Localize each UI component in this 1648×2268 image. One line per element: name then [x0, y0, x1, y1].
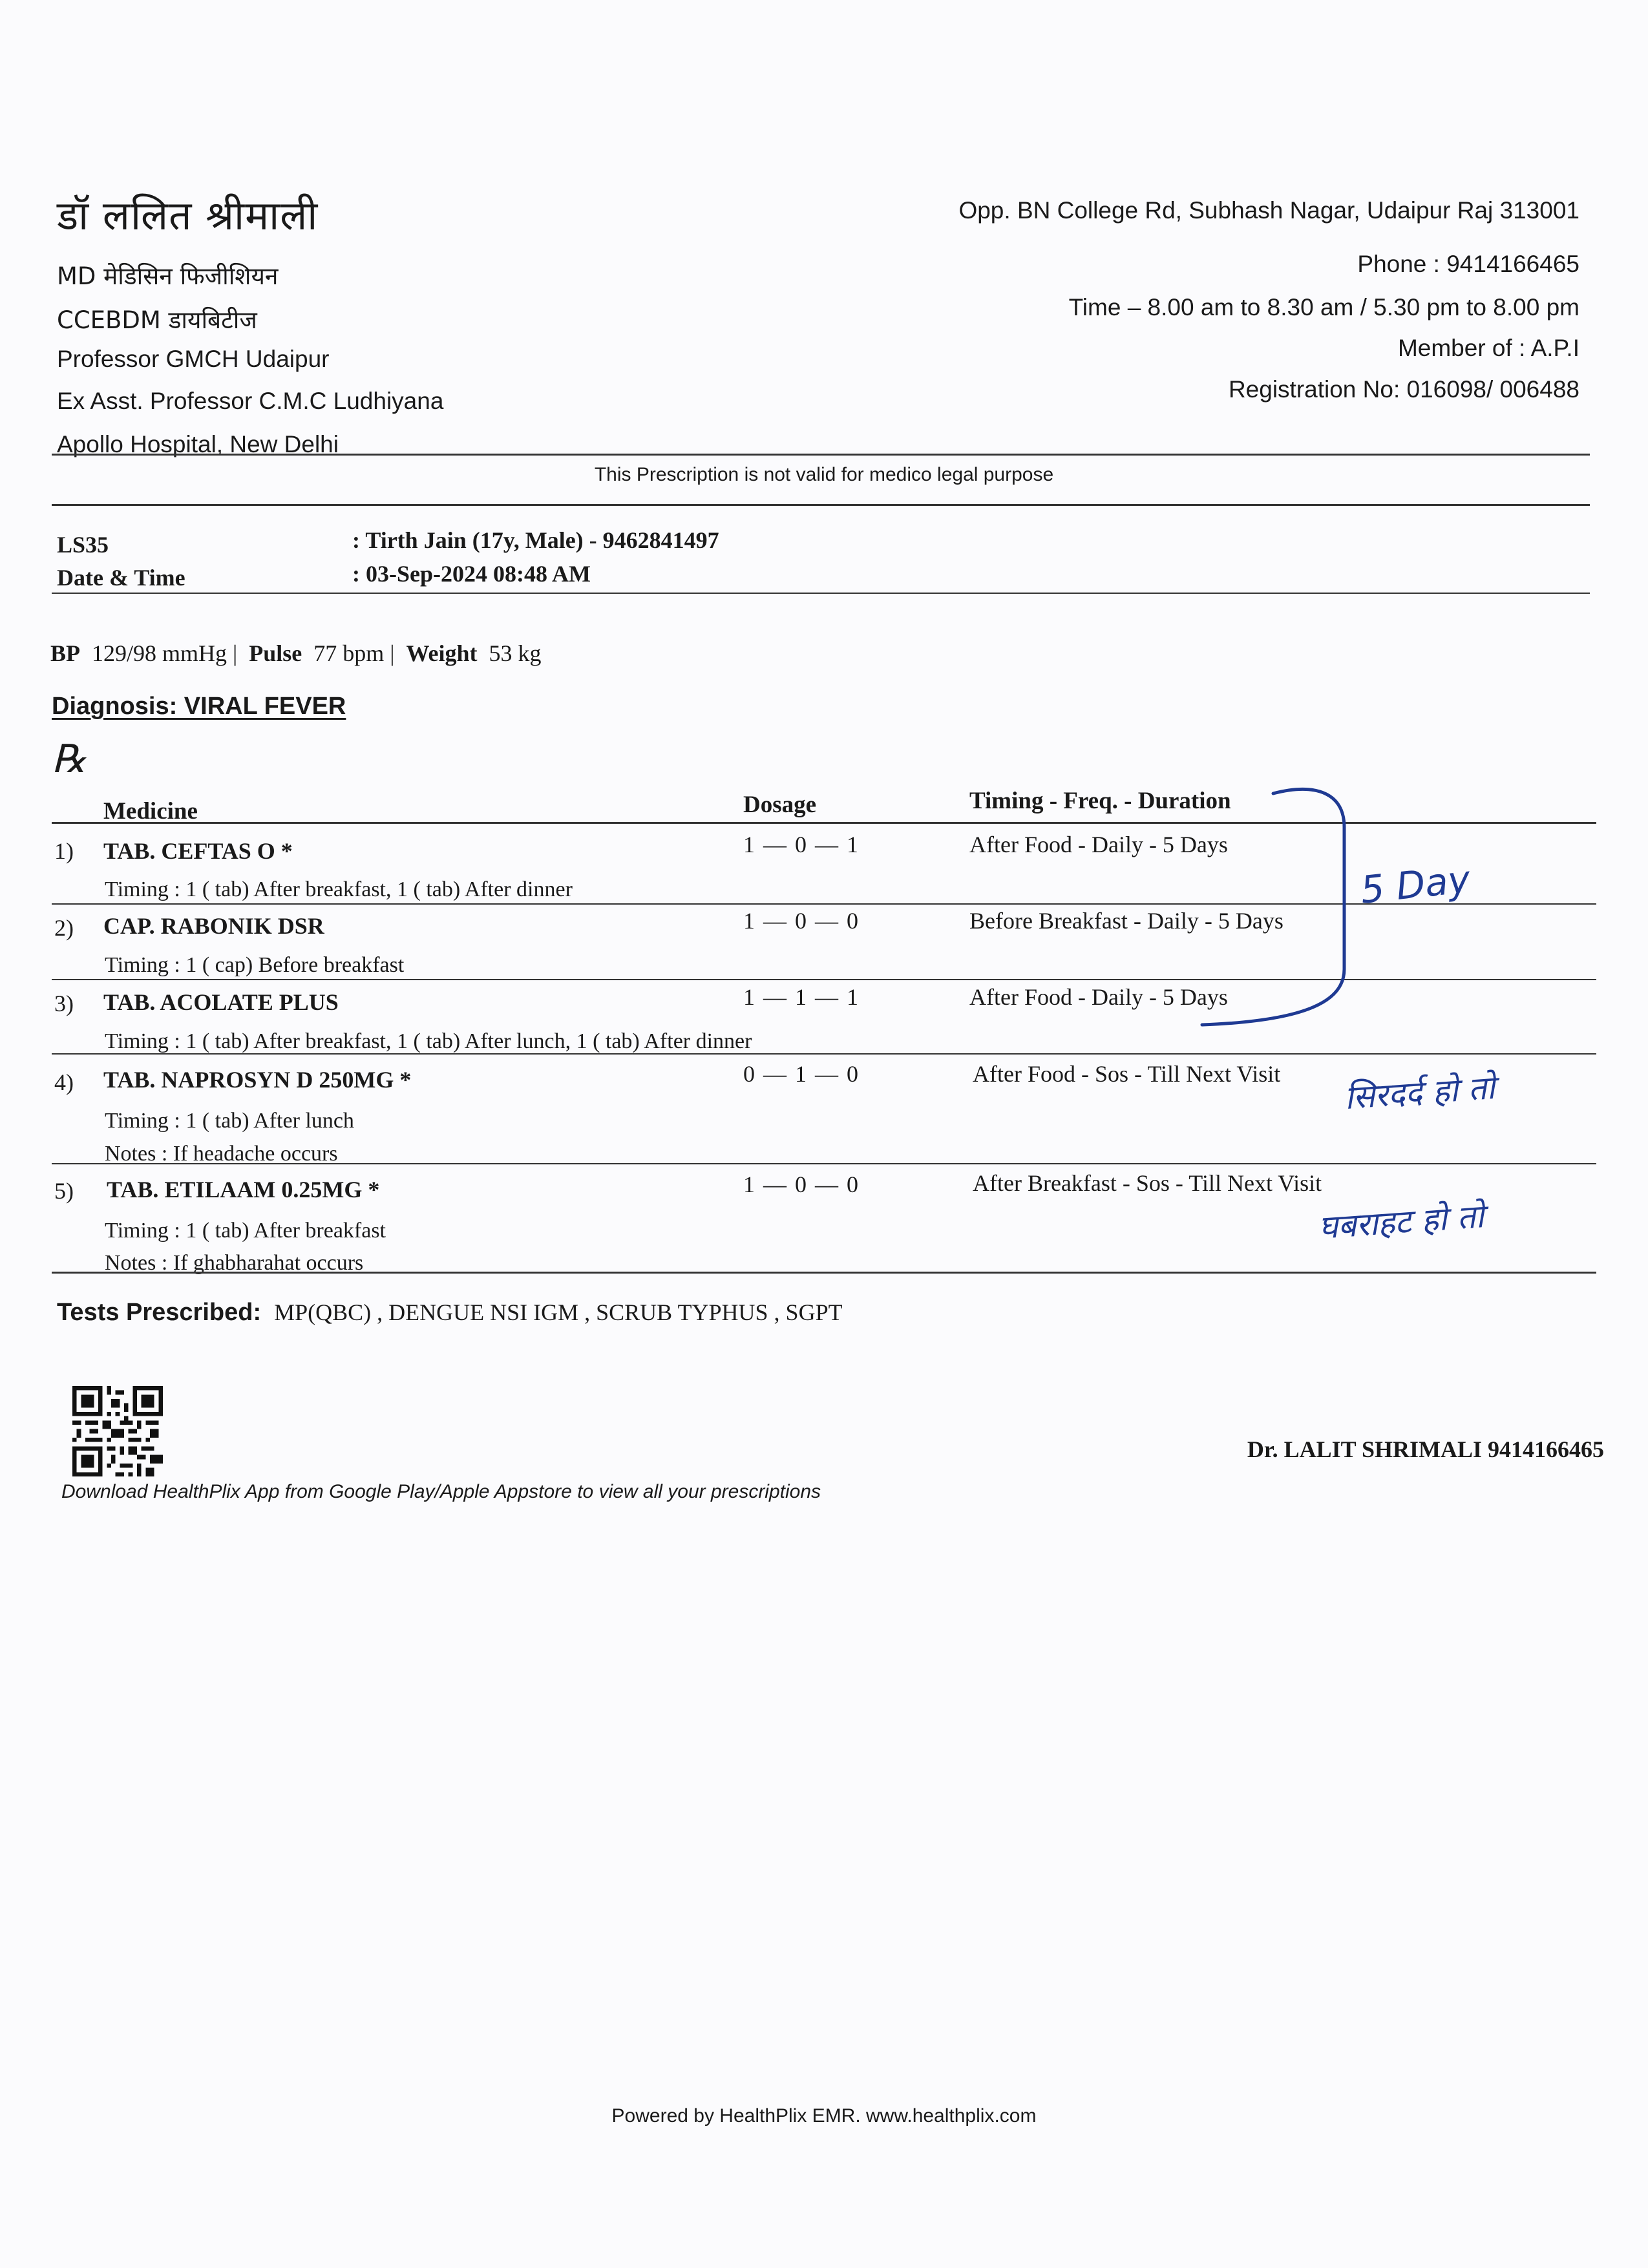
medicine-dosage: 1 — 0 — 0: [743, 908, 860, 934]
download-app-note: Download HealthPlix App from Google Play/Apple Appstore to view all your prescriptions: [61, 1481, 821, 1502]
header-timing: Timing - Freq. - Duration: [969, 788, 1231, 814]
timing-detail: Timing : 1 ( tab) After breakfast: [105, 1219, 386, 1243]
rx-symbol: ℞: [52, 738, 87, 781]
patient-id-value: [352, 527, 719, 554]
row-number: 2): [54, 915, 74, 941]
pulse-value: 77 bpm: [313, 640, 385, 666]
medicine-name: TAB. ETILAAM 0.25MG *: [107, 1177, 380, 1202]
diagnosis: Diagnosis: VIRAL FEVER: [52, 693, 346, 720]
bp-label: BP: [50, 640, 81, 666]
timing-freq-duration: After Food - Sos - Till Next Visit: [973, 1061, 1281, 1087]
divider: [52, 504, 1590, 506]
handwritten-days-note: 5 Day: [1358, 857, 1472, 912]
medicine-name: TAB. NAPROSYN D 250MG *: [103, 1067, 412, 1093]
qr-code-icon: [72, 1386, 163, 1476]
datetime-label: Date & Time: [57, 565, 185, 591]
medicine-name: TAB. ACOLATE PLUS: [103, 989, 339, 1015]
weight-label: Weight: [406, 640, 478, 666]
doctor-name: डॉ ललित श्रीमाली: [57, 192, 319, 239]
divider: [52, 593, 1590, 594]
clinic-member: Member of : A.P.I: [1397, 335, 1579, 361]
tests-value: MP(QBC) , DENGUE NSI IGM , SCRUB TYPHUS , SGPT: [274, 1299, 843, 1325]
row-number: 1): [54, 838, 74, 864]
tests-prescribed: [57, 1299, 843, 1327]
doctor-credential: Professor GMCH Udaipur: [57, 346, 330, 372]
patient-name: : Tirth Jain (17y, Male) - 9462841497: [352, 527, 719, 553]
notes-detail: Notes : If ghabharahat occurs: [105, 1251, 364, 1275]
handwritten-row5-note: घबराहट हो तो: [1317, 1197, 1485, 1246]
medicine-dosage: 1 — 1 — 1: [743, 984, 860, 1010]
timing-detail: Timing : 1 ( tab) After breakfast, 1 ( tab) After dinner: [105, 877, 573, 901]
medicine-name: CAP. RABONIK DSR: [103, 913, 324, 939]
row-number: 4): [54, 1069, 74, 1095]
timing-detail: Timing : 1 ( cap) Before breakfast: [105, 953, 405, 977]
timing-freq-duration: After Breakfast - Sos - Till Next Visit: [973, 1170, 1322, 1196]
row-number: 3): [54, 991, 74, 1016]
datetime-value: : 03-Sep-2024 08:48 AM: [352, 561, 591, 587]
table-divider: [52, 1272, 1596, 1274]
doctor-credential: CCEBDM डायबिटीज: [57, 306, 257, 334]
timing-detail: Timing : 1 ( tab) After breakfast, 1 ( tab) After lunch, 1 ( tab) After dinner: [105, 1029, 752, 1053]
validity-note: This Prescription is not valid for medico legal purpose: [594, 464, 1054, 485]
clinic-address: Opp. BN College Rd, Subhash Nagar, Udaipur Raj 313001: [958, 197, 1579, 224]
medicine-dosage: 1 — 0 — 0: [743, 1171, 860, 1197]
divider: [52, 454, 1590, 456]
table-divider: [52, 1053, 1596, 1055]
table-divider: [52, 1163, 1596, 1164]
medicine-dosage: 0 — 1 — 0: [743, 1061, 860, 1087]
header-dosage: Dosage: [743, 792, 817, 818]
doctor-credential: MD मेडिसिन फिजीशियन: [57, 262, 279, 290]
timing-freq-duration: After Food - Daily - 5 Days: [969, 984, 1228, 1010]
handwritten-row4-note: सिरदर्द हो तो: [1343, 1068, 1496, 1117]
pulse-label: Pulse: [249, 640, 302, 666]
medicine-name: TAB. CEFTAS O *: [103, 838, 293, 864]
timing-detail: Timing : 1 ( tab) After lunch: [105, 1109, 354, 1133]
weight-value: 53 kg: [489, 640, 542, 666]
medicine-dosage: 1 — 0 — 1: [743, 832, 860, 857]
clinic-time: Time – 8.00 am to 8.30 am / 5.30 pm to 8.00 pm: [1068, 294, 1579, 320]
notes-detail: Notes : If headache occurs: [105, 1142, 338, 1166]
clinic-phone: Phone : 9414166465: [1357, 251, 1579, 277]
signer-name: Dr. LALIT SHRIMALI 9414166465: [1247, 1436, 1604, 1462]
tests-label: Tests Prescribed:: [57, 1299, 262, 1326]
timing-freq-duration: Before Breakfast - Daily - 5 Days: [969, 908, 1284, 934]
vitals: BP 129/98 mmHg | Pulse 77 bpm | Weight 53 kg: [50, 640, 542, 666]
doctor-credential: Ex Asst. Professor C.M.C Ludhiyana: [57, 388, 444, 414]
patient-id-label: LS35: [57, 532, 109, 558]
powered-by: Powered by HealthPlix EMR. www.healthplix.com: [611, 2105, 1037, 2126]
bp-value: 129/98 mmHg: [92, 640, 227, 666]
doctor-credential: Apollo Hospital, New Delhi: [57, 431, 339, 457]
header-medicine: Medicine: [103, 798, 198, 824]
timing-freq-duration: After Food - Daily - 5 Days: [969, 832, 1228, 857]
clinic-registration: Registration No: 016098/ 006488: [1228, 376, 1579, 403]
row-number: 5): [54, 1178, 74, 1204]
